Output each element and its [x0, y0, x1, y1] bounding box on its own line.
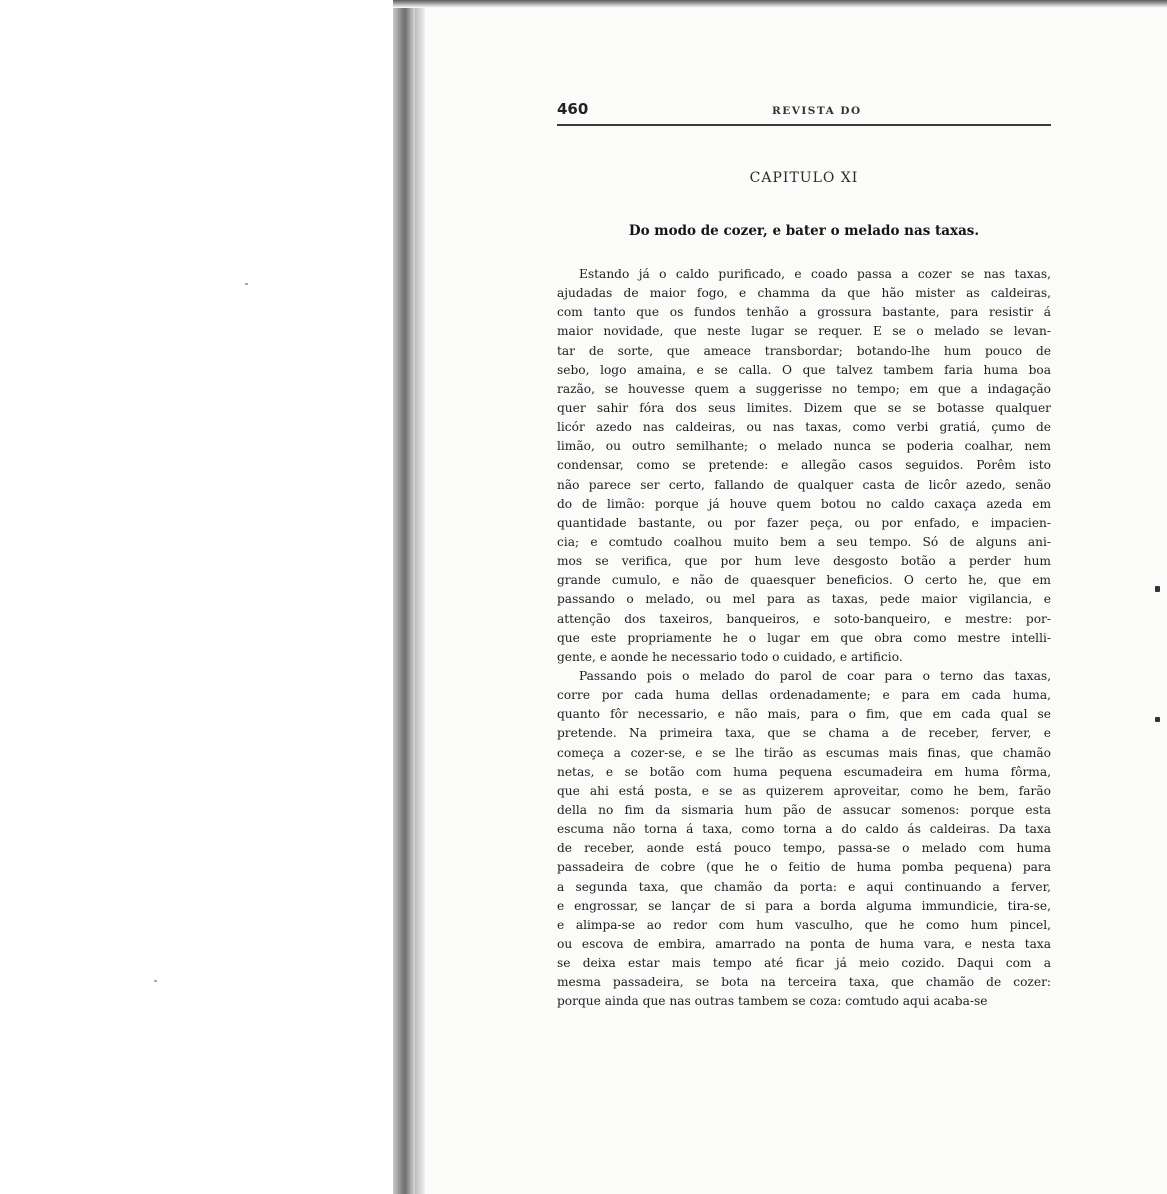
text-line: sebo, logo amaina, e se calla. O que talvez tambem faria huma boa	[557, 362, 1051, 377]
text-line: que este propriamente he o lugar em que obra como mestre intelli-	[557, 630, 1051, 645]
scan-mark	[1155, 586, 1160, 592]
text-line: que ahi está posta, e se as quizerem aproveitar, como he bem, farão	[557, 783, 1051, 798]
text-line: grande cumulo, e não de quaesquer beneficios. O certo he, que em	[557, 573, 1051, 588]
text-line: e engrossar, se lançar de si para a borda alguma immundicie, tira-se,	[557, 898, 1051, 913]
text-line: gente, e aonde he necessario todo o cuidado, e artificio.	[557, 649, 903, 664]
text-line: quanto fôr necessario, e não mais, para o fim, que em cada qual se	[557, 707, 1051, 722]
left-blank-margin	[0, 0, 393, 1194]
page-header	[557, 100, 1051, 122]
text-line: Estando já o caldo purificado, e coado passa a cozer se nas taxas,	[579, 267, 1051, 281]
page-number: 460	[557, 100, 589, 118]
header-rule	[557, 124, 1051, 126]
text-line: a segunda taxa, que chamão da porta: e aqui continuando a ferver,	[557, 879, 1051, 894]
running-head: REVISTA DO	[772, 105, 862, 117]
text-line: corre por cada huma dellas ordenadamente; e para em cada huma,	[557, 688, 1051, 703]
text-line: com tanto que os fundos tenhão a grossura bastante, para resistir á	[557, 305, 1051, 320]
text-line: cia; e comtudo coalhou muito bem a seu tempo. Só de alguns ani-	[557, 534, 1051, 549]
book-spine-shadow	[393, 0, 415, 1194]
scan-mark	[1155, 717, 1160, 722]
page-top-edge	[393, 0, 1167, 8]
text-line: escuma não torna á taxa, como torna a do caldo ás caldeiras. Da taxa	[557, 822, 1051, 837]
text-line: condensar, como se pretende: e allegão casos seguidos. Porêm isto	[557, 458, 1051, 473]
text-line: licór azedo nas caldeiras, ou nas taxas, como verbi gratiá, çumo de	[557, 420, 1051, 435]
text-line: começa a cozer-se, e se lhe tirão as escumas mais finas, que chamão	[557, 745, 1051, 760]
text-line: Passando pois o melado do parol de coar para o terno das taxas,	[579, 668, 1051, 683]
text-line: mesma passadeira, se bota na terceira taxa, que chamão de cozer:	[557, 975, 1051, 990]
text-line: se deixa estar mais tempo até ficar já meio cozido. Daqui com a	[557, 956, 1051, 971]
text-line: não parece ser certo, fallando de qualquer casta de licôr azedo, senão	[557, 477, 1051, 492]
text-line: passando o melado, ou mel para as taxas, pede maior vigilancia, e	[557, 592, 1051, 607]
text-line: e alimpa-se ao redor com hum vasculho, que he como hum pincel,	[557, 917, 1051, 932]
text-line: ajudadas de maior fogo, e chamma da que hão mister as caldeiras,	[557, 286, 1051, 301]
text-line: della no fim da sismaria hum pão de assucar somenos: porque esta	[557, 802, 1051, 817]
text-line: de receber, aonde está pouco tempo, passa-se o melado com huma	[557, 841, 1051, 856]
text-line: limão, ou outro semilhante; o melado nunca se poderia coalhar, nem	[557, 439, 1051, 454]
text-line: do de limão: porque já houve quem botou no caldo caxaça azeda em	[557, 496, 1051, 511]
text-line: ou escova de embira, amarrado na ponta de huma vara, e nesta taxa	[557, 936, 1051, 951]
text-line: tar de sorte, que ameace transbordar; botando-lhe hum pouco de	[557, 343, 1051, 358]
body-text	[557, 265, 1051, 1011]
chapter-title: Do modo de cozer, e bater o melado nas taxas.	[628, 223, 980, 239]
chapter-number: CAPITULO XI	[749, 170, 859, 186]
text-line: quer sahir fóra dos seus limites. Dizem que se se botasse qualquer	[557, 400, 1051, 415]
text-line: mos se verifica, que por hum leve desgosto botão a perder hum	[557, 554, 1051, 569]
text-line: pretende. Na primeira taxa, que se chama a de receber, ferver, e	[557, 726, 1051, 741]
scan-speck	[245, 283, 248, 285]
text-line: passadeira de cobre (que he o feitio de huma pomba pequena) para	[557, 860, 1051, 875]
text-line: maior novidade, que neste lugar se requer. E se o melado se levan-	[557, 324, 1051, 339]
scan-speck	[154, 980, 157, 982]
text-line: porque ainda que nas outras tambem se coza: comtudo aqui acaba-se	[557, 994, 988, 1009]
text-line: quantidade bastante, ou por fazer peça, ou por enfado, e impacien-	[557, 515, 1051, 530]
gutter-shadow	[415, 0, 425, 1194]
text-line: netas, e se botão com huma pequena escumadeira em huma fôrma,	[557, 764, 1051, 779]
text-line: razão, se houvesse quem a suggerisse no tempo; em que a indagação	[557, 381, 1051, 396]
text-line: attenção dos taxeiros, banqueiros, e soto-banqueiro, e mestre: por-	[557, 611, 1051, 626]
